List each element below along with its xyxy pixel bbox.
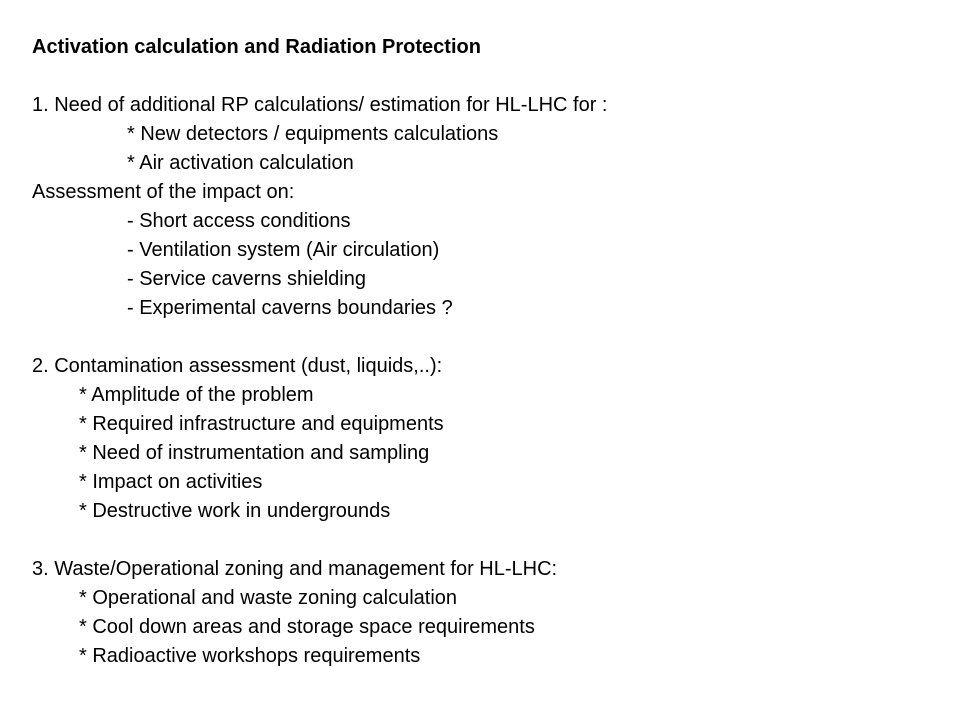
- spacer: [32, 323, 932, 352]
- section-2-item: * Need of instrumentation and sampling: [79, 442, 430, 464]
- slide-title: Activation calculation and Radiation Protection: [32, 36, 481, 58]
- section-3-item: * Cool down areas and storage space requirements: [79, 616, 535, 638]
- section-3-heading: 3. Waste/Operational zoning and management for HL-LHC:: [32, 558, 558, 580]
- section-3-item: * Radioactive workshops requirements: [79, 645, 421, 667]
- section-2-item: * Destructive work in undergrounds: [79, 500, 391, 522]
- section-1-heading: 1. Need of additional RP calculations/ estimation for HL-LHC for :: [32, 94, 608, 116]
- section-2-item: * Impact on activities: [79, 471, 263, 493]
- section-1-item: * Air activation calculation: [127, 152, 354, 174]
- assessment-item: - Experimental caverns boundaries ?: [127, 297, 453, 319]
- assessment-item: - Service caverns shielding: [127, 268, 366, 290]
- section-3-item: * Operational and waste zoning calculation: [79, 587, 458, 609]
- section-2-item: * Required infrastructure and equipments: [79, 413, 444, 435]
- spacer: [32, 526, 932, 555]
- section-1-item: * New detectors / equipments calculations: [127, 123, 499, 145]
- spacer: [32, 62, 932, 91]
- section-2-heading: 2. Contamination assessment (dust, liquids,..):: [32, 355, 443, 377]
- assessment-item: - Short access conditions: [127, 210, 351, 232]
- section-2-item: * Amplitude of the problem: [79, 384, 314, 406]
- assessment-item: - Ventilation system (Air circulation): [127, 239, 440, 261]
- slide-content: [32, 33, 932, 671]
- assessment-heading: Assessment of the impact on:: [32, 181, 295, 203]
